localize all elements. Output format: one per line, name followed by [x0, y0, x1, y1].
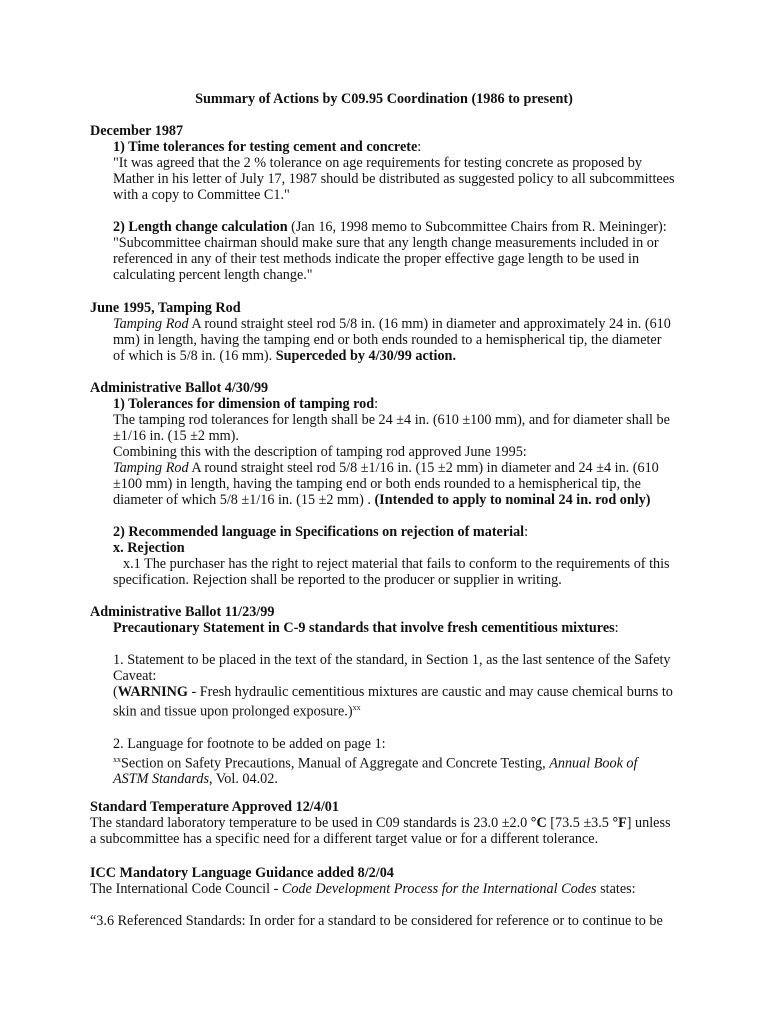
item-heading: 2) Recommended language in Specifications on rejection of material: [113, 524, 529, 540]
item-body: "Subcommittee chairman should make sure that any length change measurements included in or referenced in any of their test methods indicate the proper effective gage length to be used in calculating percent length change." [113, 235, 659, 283]
item-heading: Precautionary Statement in C-9 standards that involve fresh cementitious mixtures: [113, 620, 619, 636]
section-heading: Standard Temperature Approved 12/4/01 [90, 799, 339, 815]
section-heading: June 1995, Tamping Rod [90, 300, 241, 316]
rejection-label: x. Rejection [113, 540, 185, 556]
section-heading: ICC Mandatory Language Guidance added 8/2/04 [90, 865, 394, 881]
section-heading: Administrative Ballot 11/23/99 [90, 604, 275, 620]
section-icc-guidance [90, 865, 675, 929]
icc-intro: The International Code Council - Code Development Process for the International Codes states: [90, 881, 636, 897]
page-title: Summary of Actions by C09.95 Coordination (1986 to present) [195, 91, 573, 107]
definition-paragraph: Tamping Rod A round straight steel rod 5/8 ±1/16 in. (15 ±2 mm) in diameter and 24 ±4 in. (610 ±100 mm) in length, having the tamping end or both ends rounded to a hemispherical tip, the diameter of which 5/8 ±1/16 in. (15 ±2 mm) . (Intended to apply to nominal 24 in. rod only) [113, 460, 659, 508]
statement-instruction: 1. Statement to be placed in the text of the standard, in Section 1, as the last sentence of the Safety Caveat: [113, 652, 671, 684]
item-heading: 2) Length change calculation (Jan 16, 1998 memo to Subcommittee Chairs from R. Meininger): [113, 219, 667, 235]
item-heading: 1) Tolerances for dimension of tamping rod: [113, 396, 379, 412]
rejection-body: x.1 The purchaser has the right to reject material that fails to conform to the requirements of this specification. Rejection shall be reported to the producer or supplier in writing. [113, 556, 670, 588]
footnote-text: $^{xx}$Section on Safety Precautions, Manual of Aggregate and Concrete Testing, Annual Book of ASTM Standards, Vol. 04.02. [113, 754, 638, 788]
item-body: The tamping rod tolerances for length shall be 24 ±4 in. (610 ±100 mm), and for diameter shall be ±1/16 in. (15 ±2 mm). [113, 412, 670, 444]
section-ballot-11-23-99 [90, 604, 675, 787]
item-heading: 1) Time tolerances for testing cement and concrete: [113, 139, 422, 155]
warning-statement: (WARNING - Fresh hydraulic cementitious mixtures are caustic and may cause chemical burns to skin and tissue upon prolonged exposure.)$^{xx}$ [113, 684, 673, 720]
icc-quote: “3.6 Referenced Standards: In order for a standard to be considered for reference or to continue to be [90, 913, 663, 929]
section-december-1987 [90, 123, 675, 283]
item-body: "It was agreed that the 2 % tolerance on age requirements for testing concrete as proposed by Mather in his letter of July 17, 1987 should be distributed as suggested policy to all subcommittees with a copy to Committee C1." [113, 155, 675, 203]
section-june-1995 [90, 300, 675, 364]
section-heading: December 1987 [90, 123, 184, 139]
footnote-instruction: 2. Language for footnote to be added on page 1: [113, 735, 386, 752]
section-standard-temperature [90, 799, 675, 847]
definition-paragraph: Tamping Rod A round straight steel rod 5/8 in. (16 mm) in diameter and approximately 24 in. (610 mm) in length, having the tamping end or both ends rounded to a hemispherical tip, the diameter of which is 5/8 in. (16 mm). Superceded by 4/30/99 action. [113, 316, 671, 364]
section-ballot-4-30-99 [90, 380, 675, 588]
item-body: Combining this with the description of tamping rod approved June 1995: [113, 444, 527, 460]
section-heading: Administrative Ballot 4/30/99 [90, 380, 269, 396]
temperature-paragraph: The standard laboratory temperature to be used in C09 standards is 23.0 ±2.0 °C [73.5 ±3.5 °F] unless a subcommittee has a specific need for a different target value or for a different tolerance. [90, 815, 671, 847]
